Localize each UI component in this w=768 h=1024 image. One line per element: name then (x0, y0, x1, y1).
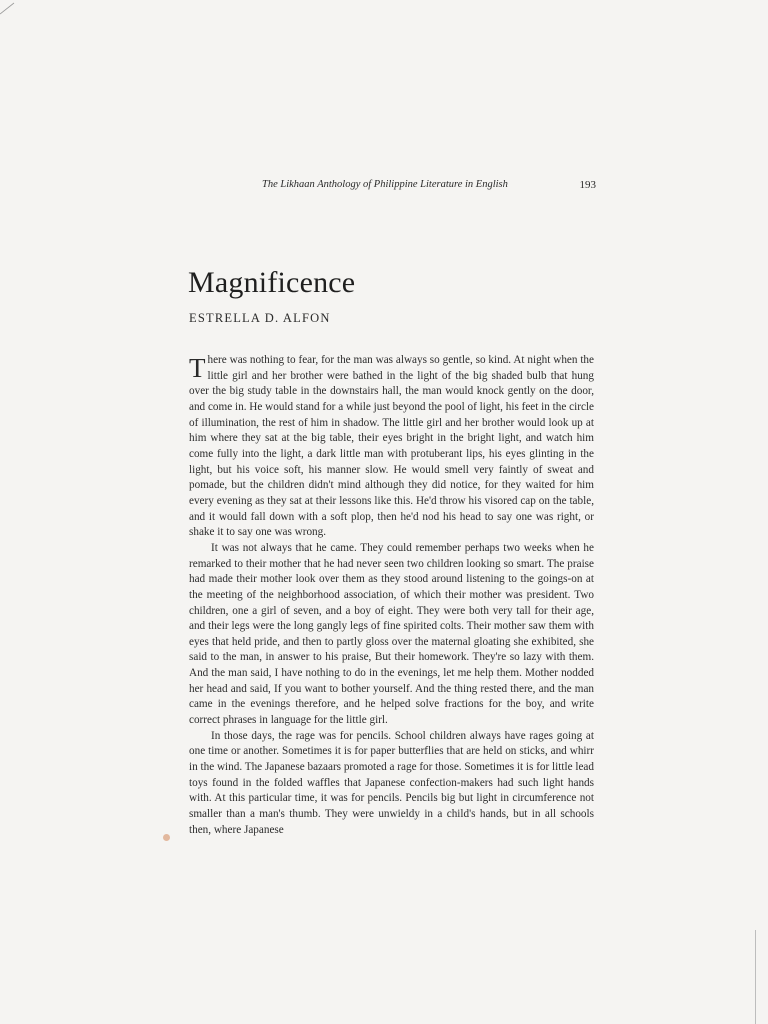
margin-stain-dot (163, 834, 170, 841)
page-number: 193 (579, 179, 596, 191)
paragraph-2: It was not always that he came. They could remember perhaps two weeks when he remarked to their mother that he had never seen two children looking so smart. The praise had made their mother look over them as they stood around listening to the goings-on at the meeting of the neighborhood association, of which their mother was president. Two children, one a girl of seven, and a boy of eight. They were both very tall for their age, and their legs were the long gangly legs of fine spirited colts. Their mother saw them with eyes that held pride, and then to partly gloss over the maternal gloating she exhibited, she said to the man, in answer to his praise, But their homework. They're so lazy with them. And the man said, I have nothing to do in the evenings, let me help them. Mother nodded her head and said, If you want to bother yourself. And the thing rested there, and the man came in the evenings therefore, and he helped solve fractions for the boy, and write correct phrases in language for the little girl. (189, 541, 594, 727)
paragraph-1-text: here was nothing to fear, for the man was always so gentle, so kind. At night when the little girl and her brother were bathed in the light of the big shaded bulb that hung over the big study table in the downstairs hall, the man would knock gently on the door, and come in. He would stand for a while just beyond the pool of light, his feet in the circle of illumination, the rest of him in shadow. The little girl and her brother would look up at him where they sat at the big table, their eyes bright in the bright light, and watch him come fully into the light, a dark little man with protuberant lips, his eyes glinting in the light, but his voice soft, his manner slow. He would smell very faintly of sweat and pomade, but the children didn't mind although they did notice, for they waited for him every evening as they sat at their lessons like this. He'd throw his visored cap on the table, and it would fall down with a soft plop, then he'd nod his head to say one was right, or shake it to say one was wrong. (189, 354, 594, 539)
paragraph-1 (189, 353, 594, 541)
story-author: ESTRELLA D. ALFON (189, 311, 331, 325)
story-body (189, 353, 594, 838)
running-head (262, 179, 596, 193)
running-head-title: The Likhaan Anthology of Philippine Literature in English (262, 179, 508, 190)
drop-cap: T (189, 353, 206, 383)
story-title: Magnificence (188, 266, 356, 299)
corner-scan-mark (0, 0, 20, 20)
paragraph-3: In those days, the rage was for pencils. School children always have rages going at one time or another. Sometimes it is for paper butterflies that are held on sticks, and whirr in the wind. The Japanese bazaars promoted a rage for those. Sometimes it is for little lead toys found in the folded waffles that Japanese confection-makers had such light hands with. At this particular time, it was for pencils. Pencils big but light in circumference not smaller than a man's thumb. They were unwieldy in a child's hands, but in all schools then, where Japanese (189, 729, 594, 836)
binding-edge-line (755, 930, 756, 1024)
